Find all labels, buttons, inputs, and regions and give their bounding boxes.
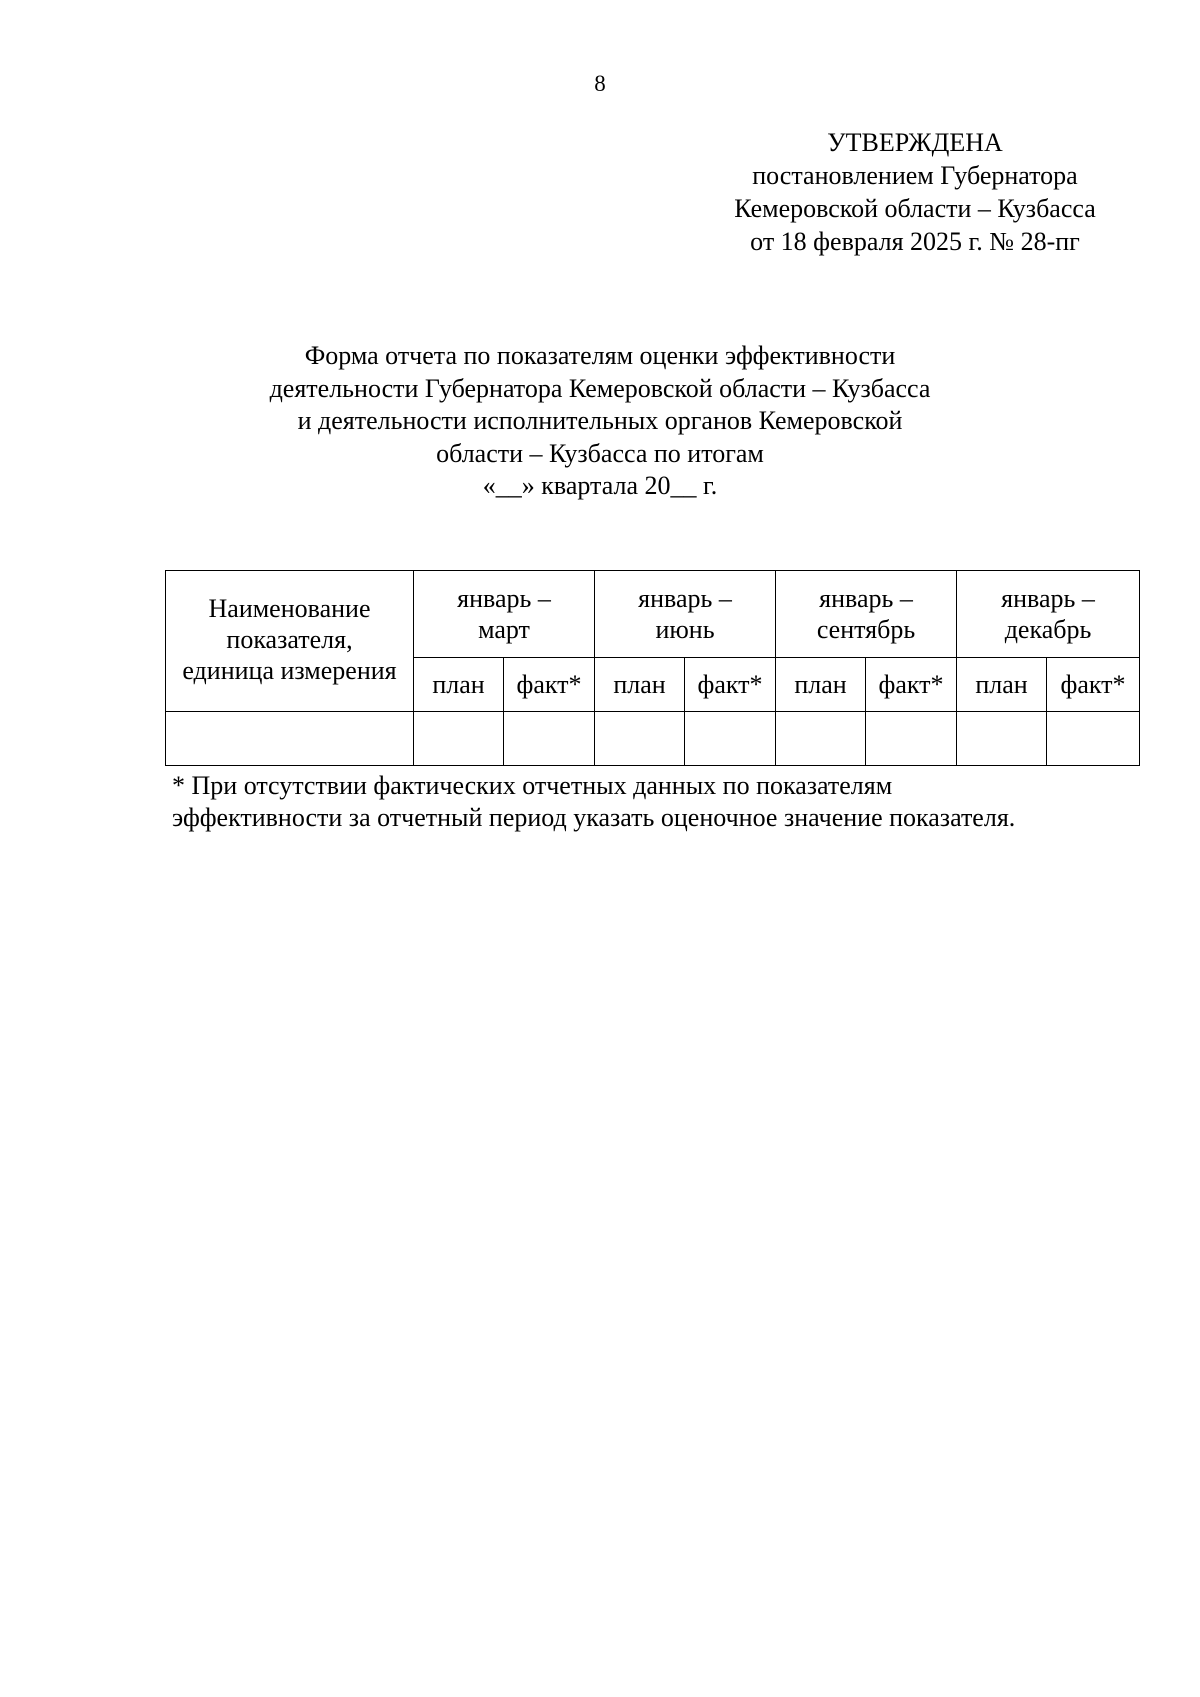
empty-cell bbox=[166, 712, 414, 766]
empty-cell bbox=[957, 712, 1047, 766]
table-row bbox=[166, 712, 1140, 766]
approval-line: от 18 февраля 2025 г. № 28-пг bbox=[750, 227, 1080, 256]
empty-cell bbox=[776, 712, 866, 766]
period-line: январь – bbox=[819, 584, 913, 613]
period-header-h1 bbox=[595, 571, 776, 658]
header-line: показателя, bbox=[226, 625, 353, 654]
fact-header: факт* bbox=[504, 658, 595, 712]
header-line: Наименование bbox=[208, 594, 371, 623]
period-header-q1 bbox=[414, 571, 595, 658]
report-table bbox=[165, 570, 1140, 766]
page-number: 8 bbox=[594, 71, 606, 96]
footnote-line: эффективности за отчетный период указать оценочное значение показателя. bbox=[172, 803, 1016, 832]
period-line: декабрь bbox=[1004, 615, 1092, 644]
title-line: области – Кузбасса по итогам bbox=[436, 438, 764, 468]
title-line: деятельности Губернатора Кемеровской области – Кузбасса bbox=[269, 373, 931, 403]
period-line: январь – bbox=[1001, 584, 1095, 613]
approval-line: Кемеровской области – Кузбасса bbox=[734, 194, 1096, 223]
plan-header: план bbox=[957, 658, 1047, 712]
form-title bbox=[200, 340, 1000, 503]
fact-header: факт* bbox=[685, 658, 776, 712]
empty-cell bbox=[1047, 712, 1140, 766]
indicator-name-header bbox=[166, 571, 414, 712]
empty-cell bbox=[595, 712, 685, 766]
period-line: январь – bbox=[457, 584, 551, 613]
approval-line: УТВЕРЖДЕНА bbox=[827, 128, 1003, 157]
footnote-line: * При отсутствии фактических отчетных данных по показателям bbox=[172, 771, 893, 800]
period-line: июнь bbox=[655, 615, 715, 644]
title-line: Форма отчета по показателям оценки эффективности bbox=[304, 341, 896, 370]
fact-header: факт* bbox=[866, 658, 957, 712]
empty-cell bbox=[866, 712, 957, 766]
plan-header: план bbox=[595, 658, 685, 712]
title-line: и деятельности исполнительных органов Кемеровской bbox=[297, 406, 903, 435]
empty-cell bbox=[414, 712, 504, 766]
empty-cell bbox=[504, 712, 595, 766]
header-row-periods bbox=[166, 571, 1140, 658]
period-line: январь – bbox=[638, 584, 732, 613]
period-header-year bbox=[957, 571, 1140, 658]
period-line: сентябрь bbox=[816, 615, 916, 644]
approval-stamp bbox=[690, 126, 1140, 258]
plan-header: план bbox=[776, 658, 866, 712]
fact-header: факт* bbox=[1047, 658, 1140, 712]
plan-header: план bbox=[414, 658, 504, 712]
title-line: «__» квартала 20__ г. bbox=[482, 471, 718, 500]
empty-cell bbox=[685, 712, 776, 766]
footnote bbox=[172, 770, 1152, 834]
period-line: март bbox=[478, 615, 530, 644]
approval-line: постановлением Губернатора bbox=[752, 161, 1078, 190]
header-line: единица измерения bbox=[182, 656, 397, 685]
period-header-9m bbox=[776, 571, 957, 658]
